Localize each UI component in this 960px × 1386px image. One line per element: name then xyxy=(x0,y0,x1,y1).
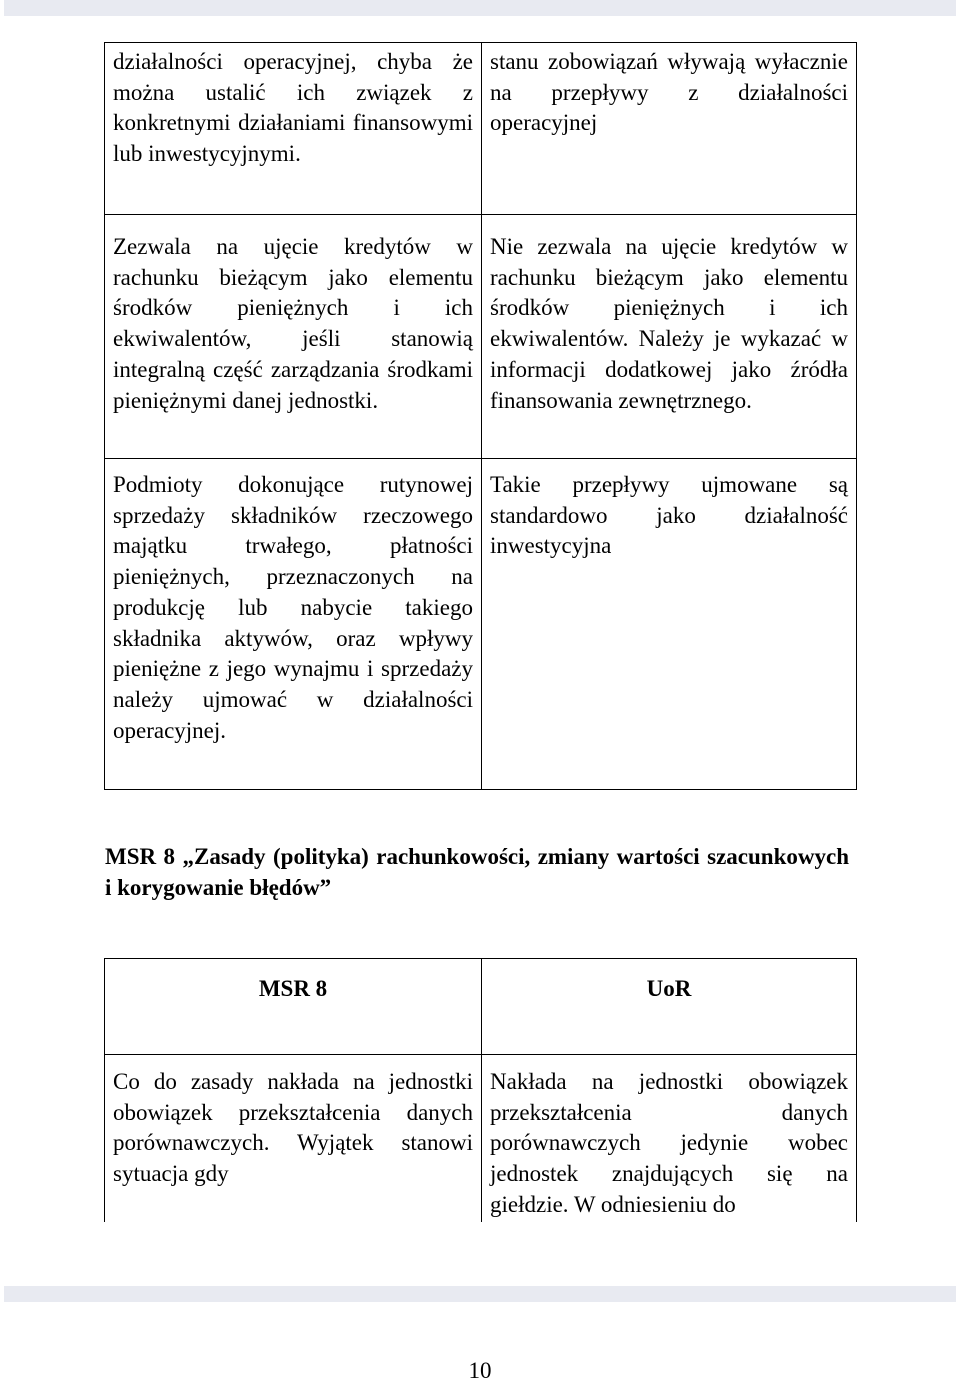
page-bottom-band xyxy=(4,1286,956,1302)
table-cell-left xyxy=(105,459,482,790)
table-cell-left xyxy=(105,1055,482,1222)
table-cell-right xyxy=(482,1055,857,1222)
cell-text: Zezwala na ujęcie kredytów w rachunku bieżącym jako elementu środków pieniężnych i ich ekwiwalentów, jeśli stanowią integralną część zarządzania środkami pieniężnymi danej jednostki. xyxy=(113,234,473,413)
cell-text: Takie przepływy ujmowane są standardowo jako działalność inwestycyjna xyxy=(490,472,848,559)
table-header-cell-right xyxy=(482,959,857,1055)
table-header-cell-left xyxy=(105,959,482,1055)
page-number: 10 xyxy=(468,1358,492,1383)
table-row xyxy=(105,215,857,459)
table-row xyxy=(105,43,857,215)
cell-text: Podmioty dokonujące rutynowej sprzedaży składników rzeczowego majątku trwałego, płatności pieniężnych, przeznaczonych na produkcję lub nabycie takiego składnika aktywów, oraz wpływy pieniężne z jego wynajmu i sprzedaży należy ujmować w działalności operacyjnej. xyxy=(113,472,473,743)
section-heading: MSR 8 „Zasady (polityka) rachunkowości, zmiany wartości szacunkowych i korygowanie błędów” xyxy=(105,844,849,900)
cell-text: Nie zezwala na ujęcie kredytów w rachunku bieżącym jako elementu środków pieniężnych i ich ekwiwalentów. Należy je wykazać w informacji dodatkowej jako źródła finansowania zewnętrznego. xyxy=(490,234,848,413)
table-cell-right xyxy=(482,459,857,790)
cell-text: Nakłada na jednostki obowiązek przekształcenia danych porównawczych jedynie wobec jednostek znajdujących się na giełdzie. W odniesieniu do xyxy=(490,1069,848,1217)
comparison-table-msr8 xyxy=(104,958,857,1222)
table-cell-right xyxy=(482,43,857,215)
table-cell-right xyxy=(482,215,857,459)
table-cell-left xyxy=(105,43,482,215)
table-cell-left xyxy=(105,215,482,459)
page-top-band xyxy=(4,0,956,16)
cell-text: stanu zobowiązań wływają wyłacznie na przepływy z działalności operacyjnej xyxy=(490,49,848,136)
table-row xyxy=(105,1055,857,1222)
column-header-uor: UoR xyxy=(646,976,692,1001)
cell-text: działalności operacyjnej, chyba że można ustalić ich związek z konkretnymi działaniami finansowymi lub inwestycyjnymi. xyxy=(113,49,473,167)
table-row xyxy=(105,459,857,790)
cell-text: Co do zasady nakłada na jednostki obowiązek przekształcenia danych porównawczych. Wyjątek stanowi sytuacja gdy xyxy=(113,1069,473,1187)
table-header-row xyxy=(105,959,857,1055)
column-header-msr8: MSR 8 xyxy=(258,976,328,1001)
comparison-table-cash-flow xyxy=(104,42,857,790)
